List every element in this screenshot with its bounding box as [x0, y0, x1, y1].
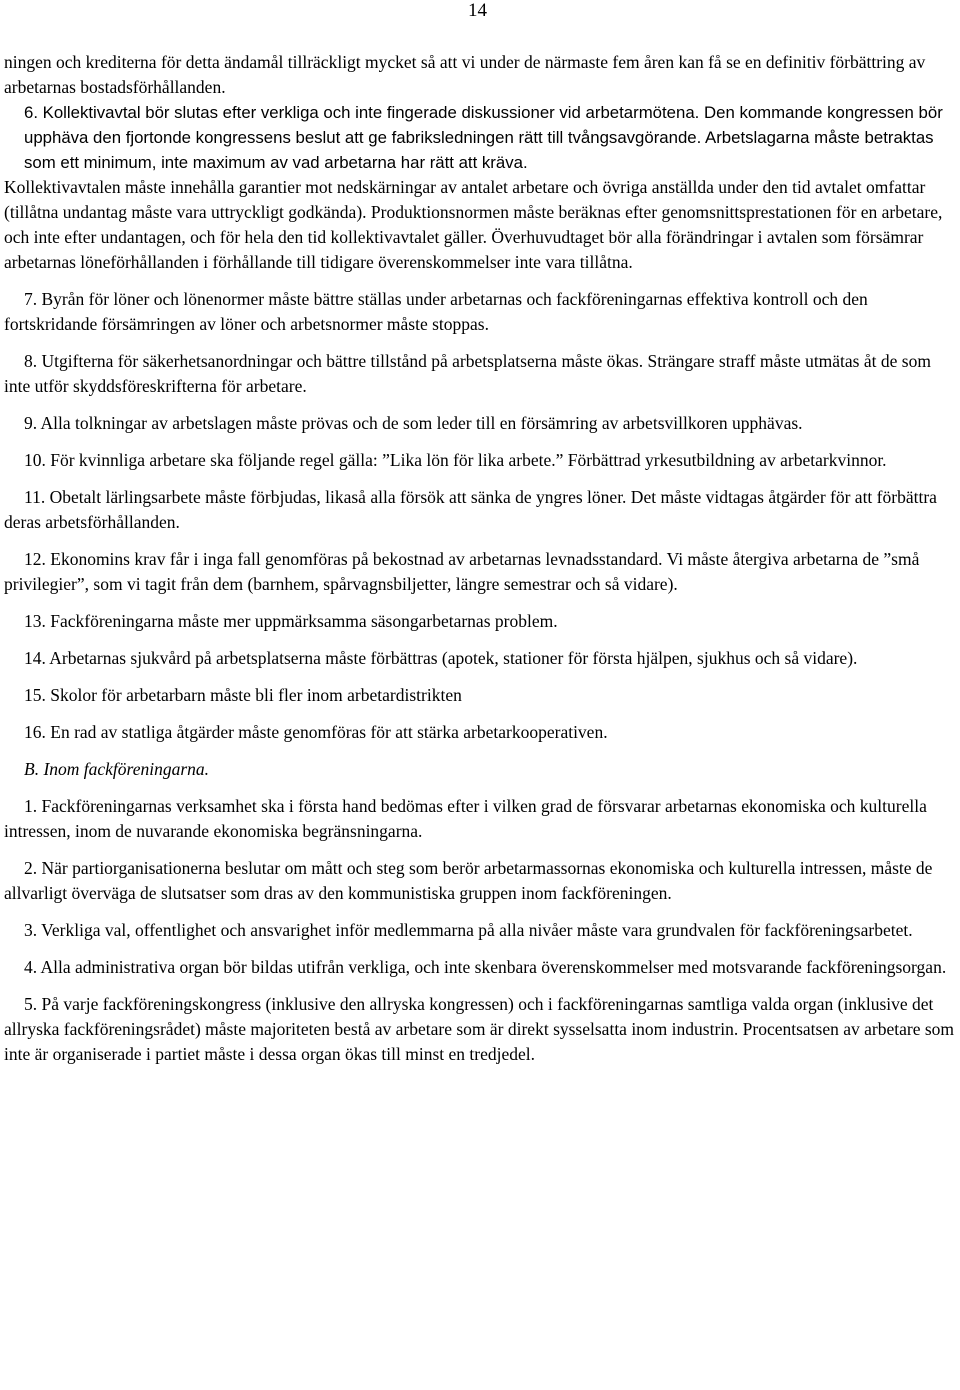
paragraph-point-6: 6. Kollektivavtal bör slutas efter verkliga och inte fingerade diskussioner vid arbetarmötena. Den kommande kongressen bör upphäva den fjortonde kongressens beslut att ge fabriksledningen rätt till tvångsavgörande. Arbetslagarna måste betraktas som ett minimum, inte maximum av vad arbetarna har rätt att kräva. [24, 103, 943, 172]
paragraph-continuation: ningen och krediterna för detta ändamål tillräckligt mycket så att vi under de närmaste fem åren kan få se en definitiv förbättring av arbetarnas bostadsförhållanden. [4, 52, 926, 97]
paragraph-point-15: 15. Skolor för arbetarbarn måste bli fler inom arbetardistrikten [24, 685, 462, 705]
paragraph-point-16: 16. En rad av statliga åtgärder måste genomföras för att stärka arbetarkooperativen. [24, 722, 608, 742]
paragraph-point-9: 9. Alla tolkningar av arbetslagen måste prövas och de som leder till en försämring av arbetsvillkoren upphävas. [24, 413, 803, 433]
paragraph-collective-agreements: Kollektivavtalen måste innehålla garantier mot nedskärningar av antalet arbetare och övriga anställda under den tid avtalet omfattar (tillåtna undantag måste vara uttryckligt godkända). Produktionsnormen måste beräknas efter genomsnittsprestationen för en arbetare, och inte efter undantagen, och för hela den tid kollektivavtalet gäller. Överhuvudtaget bör alla förändringar i avtalen som försämrar arbetarnas löneförhållanden i förhållande till tidigare överenskommelser inte vara tillåtna. [4, 177, 943, 272]
section-heading: B. Inom fackföreningarna. [24, 759, 210, 779]
paragraph-point-12: 12. Ekonomins krav får i inga fall genomföras på bekostnad av arbetarnas levnadsstandard. Vi måste återgiva arbetarna de ”små privilegier”, som vi tagit från dem (barnhem, spårvagnsbiljetter, längre semestrar och så vidare). [4, 549, 920, 594]
paragraph-b-point-5: 5. På varje fackföreningskongress (inklusive den allryska kongressen) och i fackföreningarnas samtliga valda organ (inklusive det allryska fackföreningsrådet) måste majoriteten bestå av arbetare som är direkt sysselsatta inom industrin. Procentsatsen av arbetare som inte är organiserade i partiet måste i dessa organ ökas till minst en tredjedel. [4, 994, 955, 1064]
paragraph-point-14: 14. Arbetarnas sjukvård på arbetsplatserna måste förbättras (apotek, stationer för första hjälpen, sjukhus och så vidare). [24, 648, 858, 668]
page-number: 14 [468, 0, 487, 21]
paragraph-point-8: 8. Utgifterna för säkerhetsanordningar och bättre tillstånd på arbetsplatserna måste ökas. Strängare straff måste utmätas åt de som inte utför skyddsföreskrifterna för arbetare. [4, 351, 931, 396]
paragraph-b-point-3: 3. Verkliga val, offentlighet och ansvarighet inför medlemmarna på alla nivåer måste vara grundvalen för fackföreningsarbetet. [24, 920, 913, 940]
document-body [4, 50, 956, 1079]
paragraph-b-point-4: 4. Alla administrativa organ bör bildas utifrån verkliga, och inte skenbara överenskommelser med motsvarande fackföreningsorgan. [24, 957, 947, 977]
paragraph-point-11: 11. Obetalt lärlingsarbete måste förbjudas, likaså alla försök att sänka de yngres löner. Det måste vidtagas åtgärder för att förbättra deras arbetsförhållanden. [4, 487, 937, 532]
paragraph-point-7: 7. Byrån för löner och lönenormer måste bättre ställas under arbetarnas och fackföreningarnas effektiva kontroll och den fortskridande försämringen av löner och arbetsnormer måste stoppas. [4, 289, 868, 334]
paragraph-point-10: 10. För kvinnliga arbetare ska följande regel gälla: ”Lika lön för lika arbete.” Förbättrad yrkesutbildning av arbetarkvinnor. [24, 450, 887, 470]
paragraph-point-13: 13. Fackföreningarna måste mer uppmärksamma säsongarbetarnas problem. [24, 611, 558, 631]
paragraph-b-point-2: 2. När partiorganisationerna beslutar om mått och steg som berör arbetarmassornas ekonomiska och kulturella intressen, måste de allvarligt överväga de slutsatser som dras av den kommunistiska gruppen inom fackföreningen. [4, 858, 933, 903]
paragraph-b-point-1: 1. Fackföreningarnas verksamhet ska i första hand bedömas efter i vilken grad de försvarar arbetarnas ekonomiska och kulturella intressen, inom de nuvarande ekonomiska begränsningarna. [4, 796, 927, 841]
